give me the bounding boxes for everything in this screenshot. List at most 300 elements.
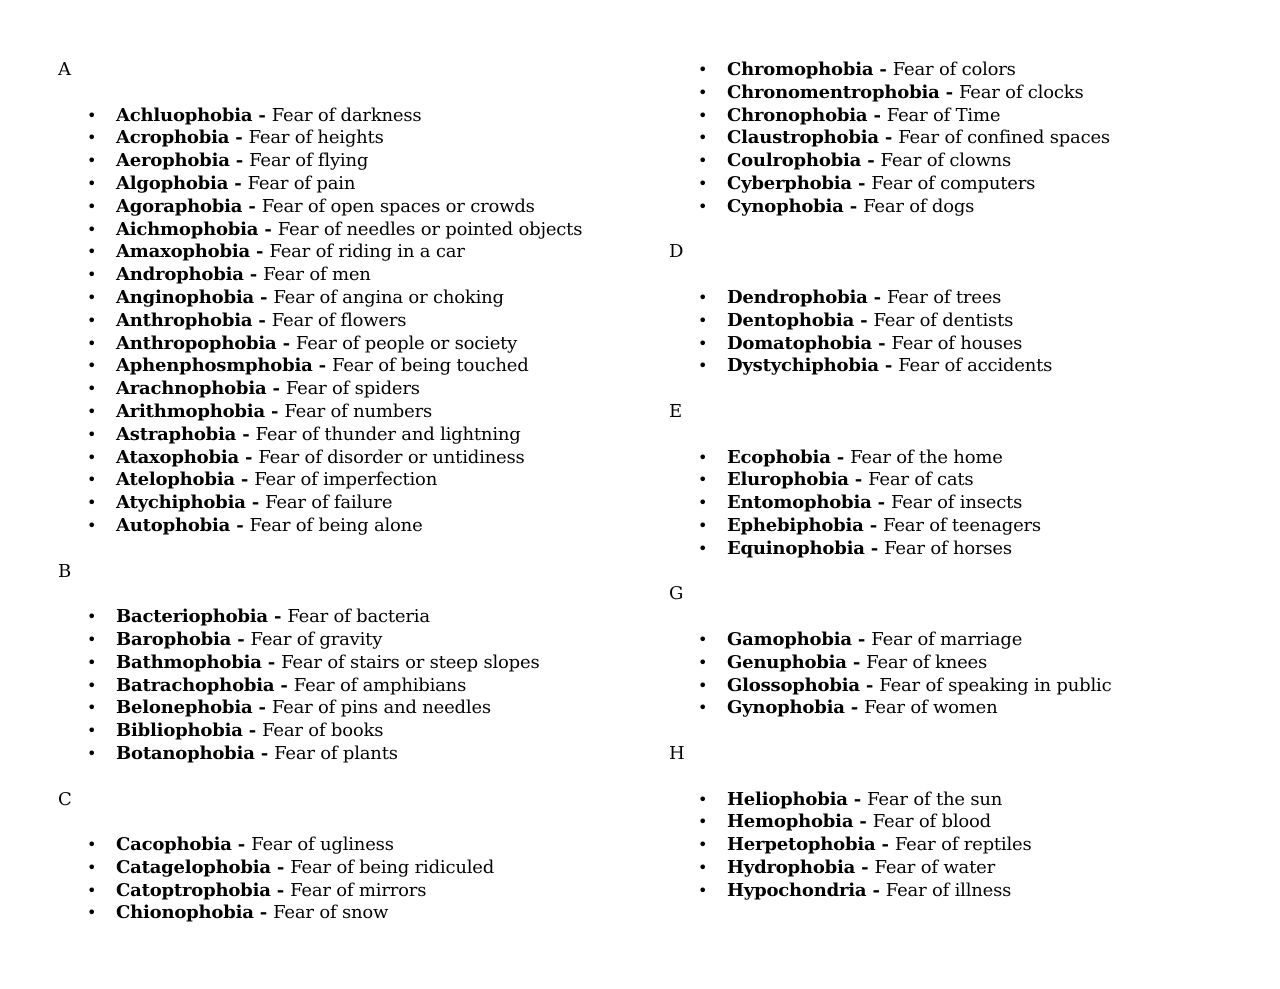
bullet-icon: • [87, 333, 97, 353]
phobia-term: Coulrophobia [727, 150, 862, 172]
letter-section [669, 743, 1269, 903]
bullet-icon: • [698, 128, 708, 148]
bullet-icon: • [87, 470, 97, 490]
separator-dash: - [264, 400, 285, 422]
bullet-icon: • [87, 287, 97, 307]
phobia-term: Belonephobia [116, 697, 253, 719]
phobia-meaning: Fear of women [864, 697, 998, 719]
separator-dash: - [866, 879, 886, 901]
phobia-meaning: Fear of blood [872, 811, 991, 833]
list-item [58, 834, 648, 857]
list-item [58, 333, 648, 356]
list-item [58, 902, 648, 925]
bullet-icon: • [698, 151, 708, 171]
bullet-icon: • [698, 652, 708, 672]
bullet-icon: • [698, 789, 708, 809]
phobia-meaning: Fear of colors [892, 59, 1016, 80]
separator-dash: - [258, 218, 278, 240]
list-item [58, 150, 648, 173]
bullet-icon: • [87, 607, 97, 627]
bullet-icon: • [698, 812, 708, 832]
separator-dash: - [249, 241, 270, 263]
list-item [58, 675, 648, 698]
bullet-icon: • [698, 675, 708, 695]
list-item [669, 675, 1269, 698]
list-item [669, 150, 1269, 173]
list-item [669, 697, 1269, 720]
phobia-term: Dendrophobia [727, 286, 868, 308]
heading-spacer [58, 811, 648, 834]
phobia-meaning: Fear of Time [886, 104, 1001, 126]
separator-dash: - [830, 446, 851, 468]
phobia-meaning: Fear of pins and needles [271, 697, 491, 719]
bullet-icon: • [698, 857, 708, 877]
bullet-icon: • [87, 652, 97, 672]
separator-dash: - [253, 286, 274, 308]
phobia-term: Equinophobia [727, 537, 865, 559]
bullet-icon: • [698, 493, 708, 513]
phobia-meaning: Fear of confined spaces [898, 127, 1110, 149]
separator-dash: - [230, 514, 250, 536]
separator-dash: - [238, 446, 259, 468]
letter-section [58, 59, 648, 538]
phobia-meaning: Fear of angina or choking [273, 286, 504, 308]
bullet-icon: • [87, 219, 97, 239]
section-spacer [669, 378, 1269, 401]
separator-dash: - [855, 856, 875, 878]
list-item [58, 515, 648, 538]
bullet-icon: • [698, 105, 708, 125]
phobia-term: Elurophobia [727, 469, 849, 491]
phobia-meaning: Fear of numbers [284, 400, 433, 422]
phobia-term: Anthropophobia [116, 332, 277, 354]
separator-dash: - [242, 720, 263, 742]
phobia-meaning: Fear of riding in a car [269, 241, 465, 263]
separator-dash: - [228, 172, 248, 194]
bullet-icon: • [87, 835, 97, 855]
phobia-term: Hydrophobia [727, 856, 856, 878]
list-item [58, 310, 648, 333]
phobia-list [669, 789, 1269, 903]
phobia-term: Cyberphobia [727, 172, 852, 194]
phobia-term: Atelophobia [116, 469, 235, 491]
list-item [669, 355, 1269, 378]
bullet-icon: • [87, 379, 97, 399]
phobia-term: Herpetophobia [727, 834, 876, 856]
separator-dash: - [274, 674, 294, 696]
section-letter-heading: B [58, 560, 72, 582]
separator-dash: - [312, 355, 333, 377]
separator-dash: - [859, 674, 880, 696]
left-column [58, 59, 648, 925]
separator-dash: - [229, 127, 249, 149]
phobia-term: Chionophobia [116, 902, 254, 924]
phobia-term: Gamophobia [727, 628, 852, 650]
phobia-meaning: Fear of darkness [271, 104, 422, 126]
list-item [669, 515, 1269, 538]
separator-dash: - [873, 59, 893, 80]
bullet-icon: • [87, 242, 97, 262]
list-item [669, 82, 1269, 105]
list-item [58, 173, 648, 196]
phobia-meaning: Fear of failure [265, 492, 393, 514]
separator-dash: - [252, 697, 272, 719]
bullet-icon: • [698, 515, 708, 535]
section-letter-heading: H [669, 742, 685, 764]
list-item [669, 287, 1269, 310]
phobia-term: Cynophobia [727, 195, 844, 217]
phobia-meaning: Fear of heights [248, 127, 384, 149]
bullet-icon: • [698, 538, 708, 558]
phobia-term: Hemophobia [727, 811, 854, 833]
separator-dash: - [864, 537, 885, 559]
phobia-meaning: Fear of clowns [880, 150, 1012, 172]
phobia-meaning: Fear of mirrors [290, 879, 427, 901]
bullet-icon: • [87, 196, 97, 216]
list-item [669, 880, 1269, 903]
section-spacer [58, 766, 648, 789]
bullet-icon: • [87, 515, 97, 535]
bullet-icon: • [87, 356, 97, 376]
separator-dash: - [939, 81, 959, 103]
separator-dash: - [276, 332, 296, 354]
list-item [58, 469, 648, 492]
bullet-icon: • [87, 743, 97, 763]
phobia-term: Anthrophobia [116, 309, 253, 331]
section-spacer [58, 538, 648, 561]
phobia-meaning: Fear of cats [868, 469, 974, 491]
phobia-term: Barophobia [116, 628, 232, 650]
bullet-icon: • [698, 333, 708, 353]
list-item [669, 492, 1269, 515]
phobia-meaning: Fear of computers [871, 172, 1036, 194]
heading-spacer [669, 264, 1269, 287]
list-item [58, 720, 648, 743]
separator-dash: - [231, 834, 252, 856]
phobia-term: Entomophobia [727, 492, 872, 514]
heading-spacer [669, 424, 1269, 447]
letter-section [669, 241, 1269, 378]
phobia-meaning: Fear of flowers [271, 309, 407, 331]
bullet-icon: • [698, 82, 708, 102]
separator-dash: - [236, 423, 256, 445]
phobia-term: Chromophobia [727, 59, 874, 80]
phobia-meaning: Fear of being touched [332, 355, 529, 377]
separator-dash: - [846, 651, 867, 673]
list-item [669, 310, 1269, 333]
letter-section [669, 59, 1269, 219]
bullet-icon: • [698, 287, 708, 307]
separator-dash: - [252, 309, 272, 331]
phobia-term: Domatophobia [727, 332, 873, 354]
list-item [669, 333, 1269, 356]
phobia-term: Achluophobia [116, 104, 253, 126]
phobia-term: Arachnophobia [116, 378, 267, 400]
separator-dash: - [848, 469, 869, 491]
list-item [669, 834, 1269, 857]
separator-dash: - [234, 469, 255, 491]
list-item [58, 241, 648, 264]
phobia-meaning: Fear of stairs or steep slopes [281, 651, 540, 673]
heading-spacer [669, 766, 1269, 789]
separator-dash: - [245, 492, 266, 514]
list-item [58, 424, 648, 447]
phobia-term: Catagelophobia [116, 856, 271, 878]
heading-spacer [669, 606, 1269, 629]
phobia-meaning: Fear of thunder and lightning [255, 423, 521, 445]
bullet-icon: • [698, 698, 708, 718]
phobia-meaning: Fear of pain [247, 172, 356, 194]
separator-dash: - [853, 811, 873, 833]
phobia-term: Algophobia [116, 172, 229, 194]
separator-dash: - [854, 309, 874, 331]
phobia-list [669, 447, 1269, 561]
heading-spacer [58, 583, 648, 606]
phobia-term: Astraphobia [116, 423, 237, 445]
section-letter-heading: D [669, 241, 684, 263]
letter-section [58, 561, 648, 766]
phobia-meaning: Fear of people or society [295, 332, 518, 354]
phobia-meaning: Fear of the sun [867, 788, 1003, 810]
list-item [58, 743, 648, 766]
separator-dash: - [872, 332, 892, 354]
phobia-meaning: Fear of being alone [249, 514, 423, 536]
bullet-icon: • [87, 310, 97, 330]
phobia-meaning: Fear of knees [866, 651, 988, 673]
phobia-term: Hypochondria [727, 879, 867, 901]
phobia-meaning: Fear of illness [885, 879, 1012, 901]
phobia-list [669, 629, 1269, 720]
phobia-meaning: Fear of bacteria [287, 606, 430, 628]
separator-dash: - [267, 606, 288, 628]
separator-dash: - [871, 492, 891, 514]
letter-section [669, 401, 1269, 561]
separator-dash: - [261, 651, 282, 673]
separator-dash: - [851, 172, 872, 194]
bullet-icon: • [87, 401, 97, 421]
list-item [669, 538, 1269, 561]
separator-dash: - [266, 378, 286, 400]
list-item [58, 880, 648, 903]
list-item [58, 264, 648, 287]
phobia-term: Bathmophobia [116, 651, 262, 673]
phobia-term: Glossophobia [727, 674, 860, 696]
phobia-meaning: Fear of amphibians [293, 674, 467, 696]
bullet-icon: • [698, 310, 708, 330]
phobia-meaning: Fear of insects [890, 492, 1023, 514]
phobia-term: Aerophobia [116, 150, 230, 172]
phobia-meaning: Fear of snow [273, 902, 389, 924]
section-letter-heading: C [58, 788, 72, 810]
phobia-term: Acrophobia [116, 127, 230, 149]
bullet-icon: • [698, 835, 708, 855]
list-item [58, 492, 648, 515]
phobia-meaning: Fear of reptiles [894, 834, 1032, 856]
phobia-meaning: Fear of being ridiculed [290, 856, 495, 878]
phobia-list [58, 105, 648, 538]
phobia-term: Aichmophobia [116, 218, 259, 240]
phobia-meaning: Fear of flying [249, 150, 369, 172]
section-spacer [669, 561, 1269, 584]
separator-dash: - [270, 856, 291, 878]
section-spacer [669, 720, 1269, 743]
bullet-icon: • [87, 128, 97, 148]
bullet-icon: • [87, 493, 97, 513]
separator-dash: - [878, 127, 899, 149]
phobia-list [58, 606, 648, 766]
phobia-meaning: Fear of open spaces or crowds [261, 195, 535, 217]
phobia-term: Autophobia [116, 514, 231, 536]
bullet-icon: • [87, 721, 97, 741]
phobia-meaning: Fear of plants [274, 742, 398, 764]
phobia-meaning: Fear of clocks [958, 81, 1084, 103]
list-item [58, 447, 648, 470]
list-item [58, 652, 648, 675]
phobia-meaning: Fear of men [263, 264, 371, 286]
phobia-meaning: Fear of spiders [285, 378, 420, 400]
list-item [669, 789, 1269, 812]
letter-section [58, 789, 648, 926]
phobia-meaning: Fear of houses [891, 332, 1023, 354]
bullet-icon: • [87, 105, 97, 125]
phobia-meaning: Fear of needles or pointed objects [277, 218, 583, 240]
phobia-meaning: Fear of books [262, 720, 384, 742]
bullet-icon: • [698, 880, 708, 900]
separator-dash: - [253, 902, 274, 924]
phobia-list [58, 834, 648, 925]
list-item [58, 355, 648, 378]
separator-dash: - [242, 195, 262, 217]
separator-dash: - [243, 264, 264, 286]
separator-dash: - [863, 514, 884, 536]
list-item [58, 196, 648, 219]
list-item [669, 105, 1269, 128]
separator-dash: - [843, 195, 864, 217]
separator-dash: - [878, 355, 899, 377]
list-item [58, 606, 648, 629]
list-item [58, 127, 648, 150]
phobia-term: Arithmophobia [116, 400, 265, 422]
phobia-term: Ecophobia [727, 446, 831, 468]
bullet-icon: • [87, 857, 97, 877]
separator-dash: - [252, 104, 272, 126]
separator-dash: - [867, 286, 887, 308]
phobia-term: Ataxophobia [116, 446, 239, 468]
phobia-term: Chronophobia [727, 104, 868, 126]
phobia-meaning: Fear of dentists [873, 309, 1014, 331]
phobia-term: Batrachophobia [116, 674, 275, 696]
phobia-term: Claustrophobia [727, 127, 879, 149]
phobia-term: Heliophobia [727, 788, 848, 810]
list-item [669, 173, 1269, 196]
list-item [669, 811, 1269, 834]
phobia-meaning: Fear of disorder or untidiness [258, 446, 525, 468]
list-item [58, 378, 648, 401]
bullet-icon: • [698, 173, 708, 193]
list-item [58, 857, 648, 880]
separator-dash: - [254, 742, 275, 764]
bullet-icon: • [87, 903, 97, 923]
bullet-icon: • [698, 629, 708, 649]
phobia-term: Androphobia [116, 264, 244, 286]
phobia-term: Bibliophobia [116, 720, 243, 742]
phobia-meaning: Fear of speaking in public [879, 674, 1112, 696]
separator-dash: - [270, 879, 291, 901]
phobia-meaning: Fear of accidents [898, 355, 1053, 377]
phobia-term: Chronomentrophobia [727, 81, 940, 103]
bullet-icon: • [87, 424, 97, 444]
phobia-meaning: Fear of the home [850, 446, 1003, 468]
separator-dash: - [861, 150, 881, 172]
phobia-meaning: Fear of gravity [250, 628, 383, 650]
phobia-meaning: Fear of teenagers [883, 514, 1041, 536]
phobia-term: Genuphobia [727, 651, 847, 673]
phobia-meaning: Fear of horses [884, 537, 1012, 559]
section-spacer [669, 219, 1269, 242]
phobia-meaning: Fear of trees [887, 286, 1002, 308]
phobia-meaning: Fear of ugliness [251, 834, 394, 856]
bullet-icon: • [87, 880, 97, 900]
right-column [669, 59, 1269, 902]
bullet-icon: • [87, 698, 97, 718]
bullet-icon: • [698, 356, 708, 376]
section-letter-heading: G [669, 583, 684, 605]
list-item [58, 401, 648, 424]
bullet-icon: • [698, 196, 708, 216]
bullet-icon: • [698, 447, 708, 467]
bullet-icon: • [87, 173, 97, 193]
separator-dash: - [229, 150, 250, 172]
list-item [669, 447, 1269, 470]
list-item [669, 469, 1269, 492]
phobia-term: Botanophobia [116, 742, 255, 764]
bullet-icon: • [87, 265, 97, 285]
list-item [669, 629, 1269, 652]
list-item [669, 652, 1269, 675]
phobia-meaning: Fear of water [874, 856, 995, 878]
list-item [58, 697, 648, 720]
phobia-term: Catoptrophobia [116, 879, 271, 901]
list-item [669, 59, 1269, 82]
bullet-icon: • [87, 629, 97, 649]
phobia-term: Dystychiphobia [727, 355, 879, 377]
list-item [669, 857, 1269, 880]
phobia-list [669, 59, 1269, 219]
bullet-icon: • [87, 151, 97, 171]
separator-dash: - [847, 788, 868, 810]
list-item [58, 105, 648, 128]
list-item [58, 287, 648, 310]
phobia-term: Ephebiphobia [727, 514, 864, 536]
phobia-term: Bacteriophobia [116, 606, 268, 628]
section-letter-heading: E [669, 400, 683, 422]
list-item [58, 219, 648, 242]
phobia-term: Anginophobia [116, 286, 254, 308]
section-letter-heading: A [58, 59, 71, 80]
heading-spacer [58, 82, 648, 105]
phobia-term: Cacophobia [116, 834, 232, 856]
phobia-term: Amaxophobia [116, 241, 250, 263]
separator-dash: - [231, 628, 251, 650]
list-item [58, 629, 648, 652]
phobia-meaning: Fear of marriage [871, 628, 1023, 650]
list-item [669, 196, 1269, 219]
separator-dash: - [867, 104, 887, 126]
letter-section [669, 583, 1269, 720]
phobia-list [669, 287, 1269, 378]
list-item [669, 127, 1269, 150]
bullet-icon: • [87, 675, 97, 695]
